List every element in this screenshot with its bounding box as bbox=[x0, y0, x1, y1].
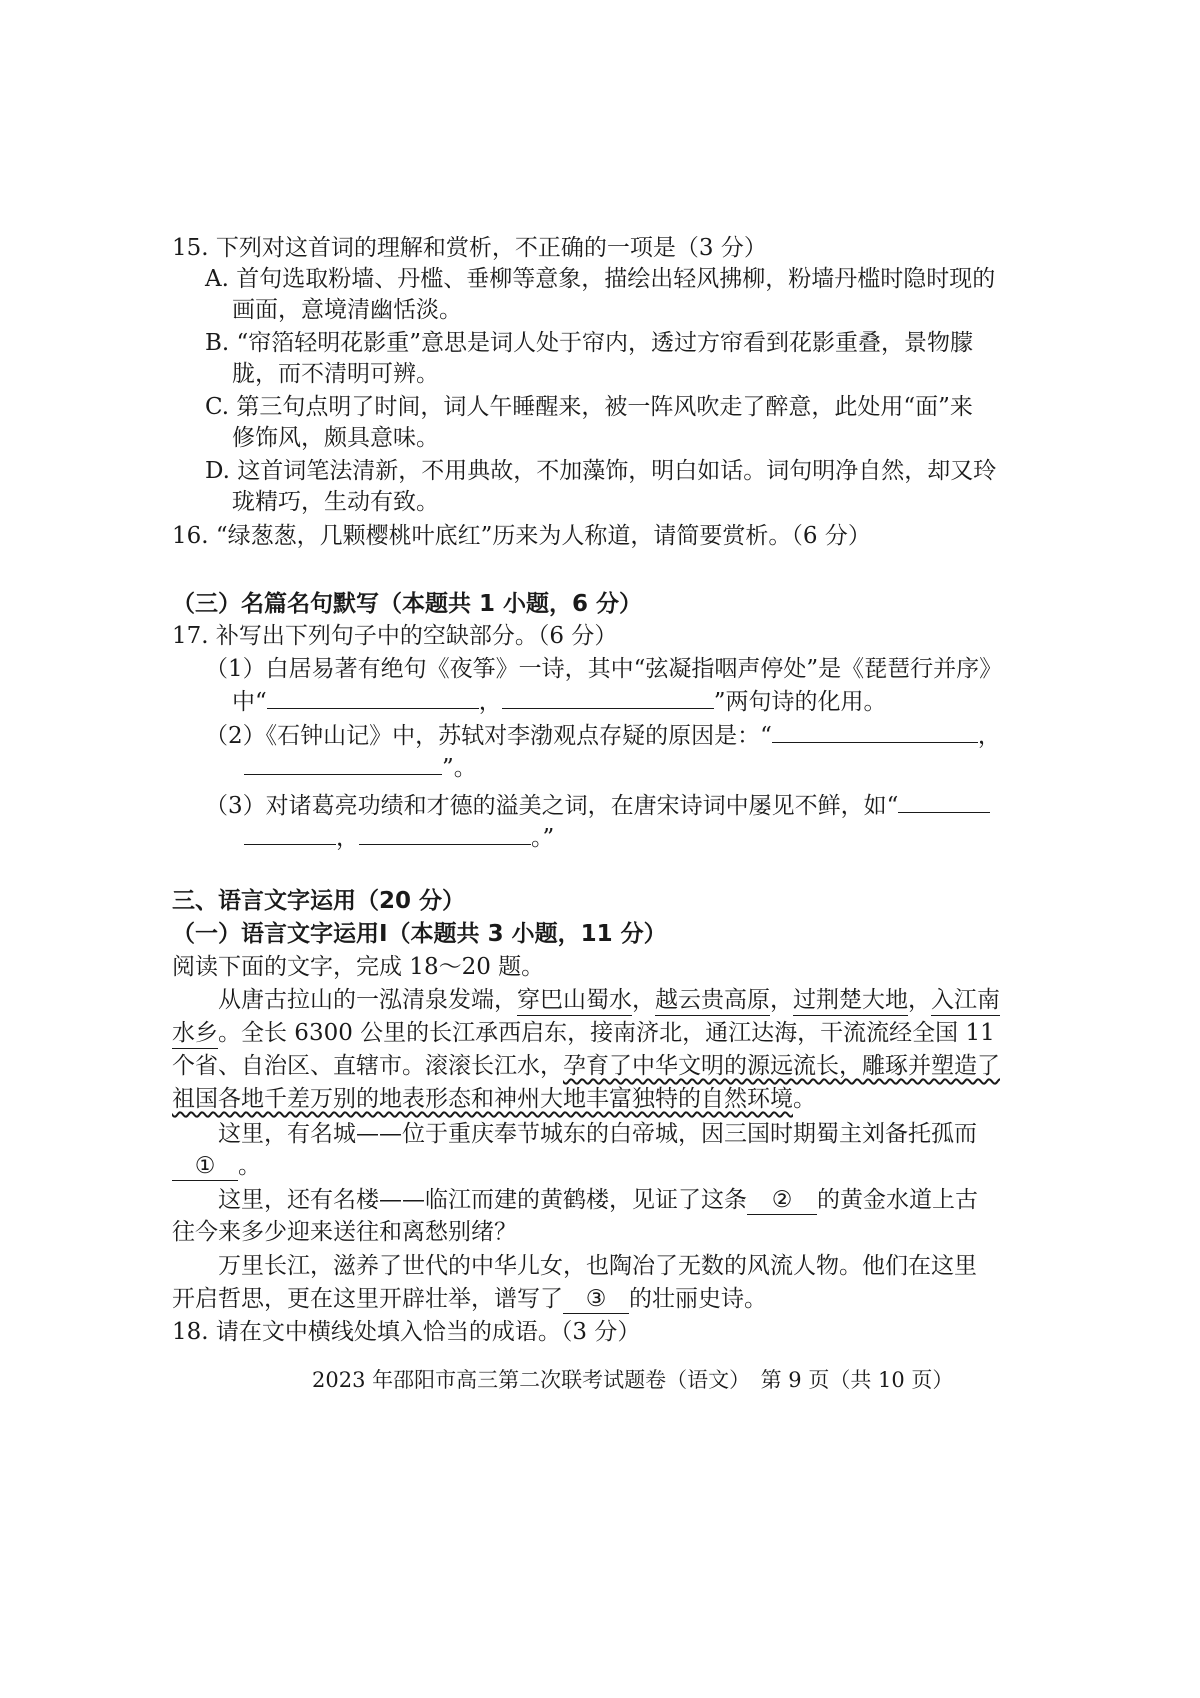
q18-stem: 18. 请在文中横线处填入恰当的成语。（3 分） bbox=[172, 1319, 641, 1345]
q15-option-b-line2: 胧，而不清明可辨。 bbox=[232, 361, 439, 387]
q15-option-d-line2: 珑精巧，生动有致。 bbox=[232, 489, 439, 515]
passage-text: 。 bbox=[238, 1153, 261, 1179]
underlined-phrase: 水乡 bbox=[172, 1020, 218, 1049]
q16-stem: 16. “绿葱葱，几颗樱桃叶底红”历来为人称道，请简要赏析。（6 分） bbox=[172, 523, 871, 549]
q17-part1-mid: ， bbox=[478, 689, 502, 715]
q17-stem: 17. 补写出下列句子中的空缺部分。（6 分） bbox=[172, 623, 618, 649]
blank-2[interactable]: ② bbox=[747, 1186, 817, 1215]
q17-part3-pre: （3）对诸葛亮功绩和才德的溢美之词，在唐宋诗词中屡见不鲜，如“ bbox=[205, 793, 899, 819]
passage-text: 从唐古拉山的一泓清泉发端， bbox=[218, 987, 517, 1013]
passage-line-7 bbox=[218, 1184, 978, 1216]
blank-3[interactable]: ③ bbox=[563, 1285, 629, 1314]
q17-part3-mid: ， bbox=[336, 825, 359, 851]
passage-text: 。 bbox=[793, 1086, 816, 1112]
blank-1[interactable]: ① bbox=[172, 1152, 238, 1181]
answer-blank[interactable] bbox=[359, 822, 531, 845]
answer-blank[interactable] bbox=[244, 752, 442, 775]
passage-text: 。全长 6300 公里的长江承西启东，接南济北，通江达海，干流流经全国 11 bbox=[218, 1020, 995, 1046]
q15-option-c-line2: 修饰风，颇具意味。 bbox=[232, 425, 439, 451]
q17-part1-pre: 中“ bbox=[232, 689, 267, 715]
passage-line-4 bbox=[172, 1083, 816, 1115]
passage-line-9: 万里长江，滋养了世代的中华儿女，也陶冶了无数的风流人物。他们在这里 bbox=[218, 1253, 977, 1279]
q15-option-b-line1: B. “帘箔轻明花影重”意思是词人处于帘内，透过方帘看到花影重叠，景物朦 bbox=[205, 330, 974, 356]
underlined-phrase: 越云贵高原 bbox=[655, 987, 770, 1016]
underlined-phrase: 穿巴山蜀水 bbox=[517, 987, 632, 1016]
q17-part1-post: ”两句诗的化用。 bbox=[713, 689, 887, 715]
answer-blank[interactable] bbox=[502, 686, 714, 709]
q15-option-a-line1: A. 首句选取粉墙、丹槛、垂柳等意象，描绘出轻风拂柳，粉墙丹槛时隐时现的 bbox=[205, 266, 996, 292]
section-3-title: （三）名篇名句默写（本题共 1 小题，6 分） bbox=[172, 591, 643, 617]
q15-option-d-line1: D. 这首词笔法清新，不用典故，不加藻饰，明白如话。词句明净自然，却又玲 bbox=[205, 458, 997, 484]
q15-option-a-line2: 画面，意境清幽恬淡。 bbox=[232, 297, 462, 323]
q15-option-c-line1: C. 第三句点明了时间，词人午睡醒来，被一阵风吹走了醉意，此处用“面”来 bbox=[205, 394, 973, 420]
passage-line-6 bbox=[172, 1150, 261, 1182]
passage-line-1 bbox=[218, 984, 1000, 1016]
q17-part1-line1: （1）白居易著有绝句《夜筝》一诗，其中“弦凝指咽声停处”是《琵琶行并序》 bbox=[205, 656, 1003, 682]
q17-part2-pre: （2）《石钟山记》中，苏轼对李渤观点存疑的原因是：“ bbox=[205, 723, 772, 749]
passage-text: ， bbox=[632, 987, 655, 1013]
reading-instruction: 阅读下面的文字，完成 18～20 题。 bbox=[172, 954, 545, 980]
passage-line-10 bbox=[172, 1283, 767, 1315]
passage-text: 的壮丽史诗。 bbox=[629, 1286, 767, 1312]
q17-part2-end: ”。 bbox=[442, 755, 477, 781]
answer-blank[interactable] bbox=[267, 686, 479, 709]
passage-line-5: 这里，有名城——位于重庆奉节城东的白帝城，因三国时期蜀主刘备托孤而 bbox=[218, 1121, 977, 1147]
answer-blank[interactable] bbox=[772, 720, 978, 743]
passage-text: 的黄金水道上古 bbox=[817, 1187, 978, 1213]
passage-text: ， bbox=[770, 987, 793, 1013]
q15-stem: 15. 下列对这首词的理解和赏析，不正确的一项是（3 分） bbox=[172, 235, 767, 261]
q17-part2-line1 bbox=[205, 720, 1001, 752]
answer-blank[interactable] bbox=[244, 822, 336, 845]
part-3-title: 三、语言文字运用（20 分） bbox=[172, 888, 466, 914]
underlined-phrase: 入江南 bbox=[931, 987, 1000, 1016]
q17-part2-post: ， bbox=[977, 723, 1001, 749]
part-3-subsection-title: （一）语言文字运用Ⅰ（本题共 3 小题，11 分） bbox=[172, 921, 667, 947]
q17-part3-line1 bbox=[205, 790, 990, 822]
answer-blank[interactable] bbox=[898, 790, 990, 813]
wavy-underlined-sentence: 孕育了中华文明的源远流长，雕琢并塑造了 bbox=[563, 1053, 1000, 1079]
passage-text: 个省、自治区、直辖市。滚滚长江水， bbox=[172, 1053, 563, 1079]
q17-part3-end: 。” bbox=[531, 825, 555, 851]
passage-line-2 bbox=[172, 1017, 995, 1049]
q17-part1-line2 bbox=[232, 686, 887, 718]
passage-text: 开启哲思，更在这里开辟壮举，谱写了 bbox=[172, 1286, 563, 1312]
passage-line-8: 往今来多少迎来送往和离愁别绪？ bbox=[172, 1219, 517, 1245]
q17-part3-line2 bbox=[244, 822, 554, 854]
passage-text: ， bbox=[908, 987, 931, 1013]
wavy-underlined-sentence: 祖国各地千差万别的地表形态和神州大地丰富独特的自然环境 bbox=[172, 1086, 793, 1112]
passage-line-3 bbox=[172, 1050, 1000, 1082]
page-footer: 2023 年邵阳市高三第二次联考试题卷（语文） 第 9 页（共 10 页） bbox=[312, 1368, 954, 1392]
q17-part2-line2 bbox=[244, 752, 477, 784]
passage-text: 这里，还有名楼——临江而建的黄鹤楼，见证了这条 bbox=[218, 1187, 747, 1213]
underlined-phrase: 过荆楚大地 bbox=[793, 987, 908, 1016]
